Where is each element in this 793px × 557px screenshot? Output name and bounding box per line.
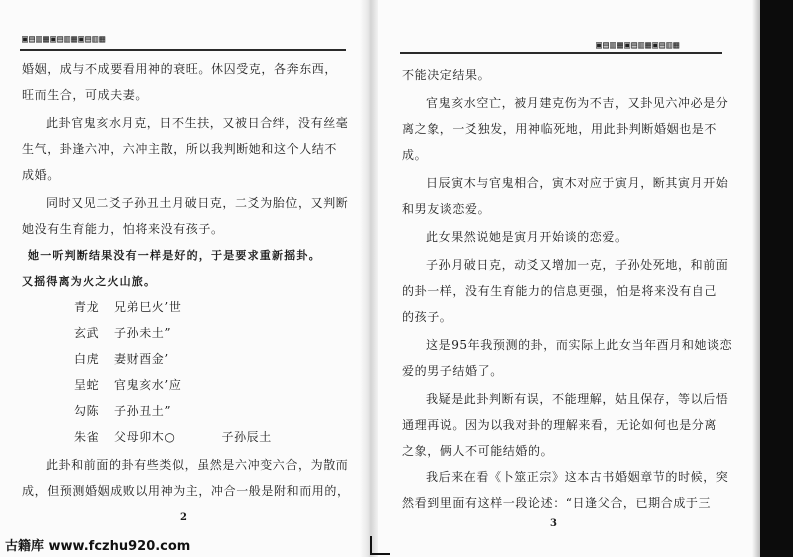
gua-changed-yao: 子孙辰土 xyxy=(221,430,272,444)
site-watermark: 古籍库 www.fczhu920.com xyxy=(2,534,193,555)
left-header-pattern: ▣▤▥▦▣▤▥▦▣▤▥▦ xyxy=(22,34,107,45)
left-page-number: 2 xyxy=(180,512,187,523)
gua-god: 白虎 xyxy=(74,352,100,366)
gua-line-5 xyxy=(74,404,171,419)
right-p2-l3: 成。 xyxy=(402,148,428,162)
left-bold-line-2: 又摇得离为火之火山旅。 xyxy=(22,275,157,288)
right-p1-l1: 不能决定结果。 xyxy=(402,68,491,82)
right-p3-l1: 日辰寅木与官鬼相合，寅木对应于寅月，断其寅月开始 xyxy=(426,176,729,190)
left-p3-l1: 同时又见二爻子孙丑土月破日克，二爻为胎位，又判断 xyxy=(46,196,349,210)
left-page xyxy=(0,0,382,557)
left-p1-l1: 婚姻，成与不成要看用神的衰旺。休囚受克，各奔东西， xyxy=(22,62,338,76)
gua-yao: 妻财酉金’ xyxy=(114,352,169,366)
gua-yao: 父母卯木○ xyxy=(114,430,176,444)
right-p4-l1: 此女果然说她是寅月开始谈的恋爱。 xyxy=(426,230,628,244)
right-p7-l2: 通理再说。因为以我对卦的理解来看，无论如何也是分离 xyxy=(402,418,718,432)
right-p5-l3: 的孩子。 xyxy=(402,310,453,324)
right-p6-l2: 爱的男子结婚了。 xyxy=(402,364,503,378)
gua-line-1 xyxy=(74,300,181,315)
right-p8-l1: 我后来在看《卜筮正宗》这本古书婚姻章节的时候，突 xyxy=(426,470,729,484)
left-p2-l2: 生气，卦逢六冲，六冲主散，所以我判断她和这个人结不 xyxy=(22,142,338,156)
left-bold-line-1: 她一听判断结果没有一样是好的，于是要求重新摇卦。 xyxy=(28,249,321,262)
right-header-rule xyxy=(400,52,722,54)
gua-yao: 官鬼亥水’应 xyxy=(114,378,182,392)
right-p5-l2: 的卦一样，没有生育能力的信息更强，怕是将来没有自己 xyxy=(402,284,718,298)
left-p2-l1: 此卦官鬼亥水月克，日不生扶，又被日合绊，没有丝毫 xyxy=(46,116,349,130)
left-p3-l2: 她没有生育能力，怕将来没有孩子。 xyxy=(22,222,224,236)
right-p7-l3: 之象，俩人不可能结婚的。 xyxy=(402,444,554,458)
gua-yao: 兄弟巳火’世 xyxy=(114,300,182,314)
gua-line-3 xyxy=(74,352,169,367)
gua-yao: 子孙丑土” xyxy=(114,404,172,418)
right-page-number: 3 xyxy=(550,518,557,529)
right-page xyxy=(382,0,750,557)
left-p2-l3: 成婚。 xyxy=(22,168,60,182)
gua-god: 呈蛇 xyxy=(74,378,100,392)
left-p1-l2: 旺而生合，可成夫妻。 xyxy=(22,88,149,102)
crop-mark xyxy=(370,553,390,555)
left-header-rule xyxy=(20,49,346,51)
gua-line-6 xyxy=(74,430,272,445)
gua-god: 朱雀 xyxy=(74,430,100,444)
scan-edge-shadow xyxy=(752,0,760,557)
right-p2-l2: 离之象，一爻独发，用神临死地，用此卦判断婚姻也是不 xyxy=(402,122,718,136)
scan-edge-bar xyxy=(760,0,793,557)
right-header-pattern: ▣▤▥▦▣▤▥▦▣▤▥▦ xyxy=(596,40,681,51)
gua-god: 青龙 xyxy=(74,300,100,314)
gua-line-4 xyxy=(74,378,181,393)
gua-line-2 xyxy=(74,326,171,341)
right-p7-l1: 我疑是此卦判断有误，不能理解，姑且保存，等以后悟 xyxy=(426,392,729,406)
right-p6-l1: 这是95年我预测的卦，而实际上此女当年酉月和她谈恋 xyxy=(426,338,733,352)
gua-yao: 子孙未土” xyxy=(114,326,172,340)
gua-god: 玄武 xyxy=(74,326,100,340)
right-p8-l2: 然看到里面有这样一段论述：“日逢父合，已期合成于三 xyxy=(402,496,712,510)
right-p5-l1: 子孙月破日克，动爻又增加一克，子孙处死地，和前面 xyxy=(426,258,729,272)
right-p2-l1: 官鬼亥水空亡，被月建克伤为不吉，又卦见六冲必是分 xyxy=(426,96,729,110)
gua-god: 勾陈 xyxy=(74,404,100,418)
book-gutter xyxy=(360,0,378,557)
right-p3-l2: 和男友谈恋爱。 xyxy=(402,202,491,216)
left-closing-l1: 此卦和前面的卦有些类似，虽然是六冲变六合，为散而 xyxy=(46,458,349,472)
crop-mark xyxy=(370,536,372,554)
left-closing-l2: 成，但预测婚姻成败以用神为主，冲合一般是附和而用的， xyxy=(22,484,350,498)
